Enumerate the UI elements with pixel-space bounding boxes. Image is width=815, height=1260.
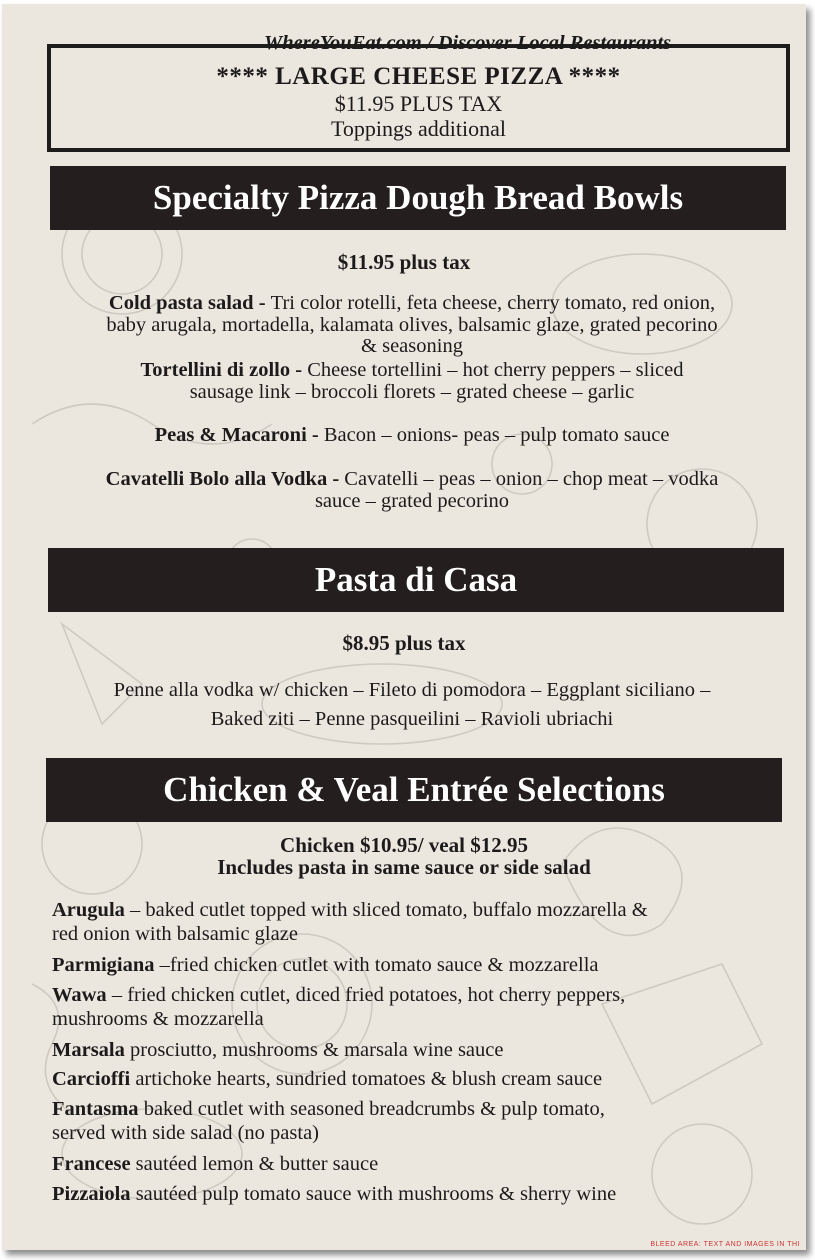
bread-bowls-banner — [50, 166, 786, 230]
entrees-banner — [46, 758, 782, 822]
bleed-area-note: BLEED AREA: TEXT AND IMAGES IN THI — [650, 1241, 800, 1248]
watermark-text: WhereYouEat.com / Discover Local Restaurants — [264, 32, 672, 54]
entree-wawa: Wawa – fried chicken cutlet, diced fried potatoes, hot cherry peppers, mushrooms & mozzarella — [52, 984, 626, 1030]
entrees-price-line-2: Includes pasta in same sauce or side salad — [217, 855, 591, 879]
pasta-line-1: Penne alla vodka w/ chicken – Fileto di pomodora – Eggplant siciliano – — [113, 679, 711, 701]
menu-item-tortellini-di-zollo: Tortellini di zollo - Cheese tortellini – hot cherry peppers – sliced sausage link – broccoli florets – grated cheese – garlic — [140, 359, 684, 403]
entree-parmigiana: Parmigiana –fried chicken cutlet with tomato sauce & mozzarella — [52, 954, 599, 976]
entrees-heading: Chicken & Veal Entrée Selections — [163, 770, 665, 809]
entree-arugula: Arugula – baked cutlet topped with sliced tomato, buffalo mozzarella & red onion with balsamic glaze — [52, 899, 648, 945]
menu-item-cold-pasta-salad: Cold pasta salad - Tri color rotelli, feta cheese, cherry tomato, red onion, baby arugala, mortadella, kalamata olives, balsamic glaze, grated pecorino & seasoning — [106, 292, 718, 357]
menu-item-cavatelli-bolo-alla-vodka: Cavatelli Bolo alla Vodka - Cavatelli – peas – onion – chop meat – vodka sauce – grated pecorino — [105, 468, 719, 512]
entree-francese: Francese sautéed lemon & butter sauce — [52, 1153, 379, 1175]
entree-carcioffi: Carcioffi artichoke hearts, sundried tomatoes & blush cream sauce — [52, 1068, 603, 1090]
bread-bowls-price: $11.95 plus tax — [337, 250, 471, 274]
menu-item-peas-macaroni: Peas & Macaroni - Bacon – onions- peas – pulp tomato sauce — [154, 424, 670, 446]
entree-marsala: Marsala prosciutto, mushrooms & marsala wine sauce — [52, 1039, 504, 1061]
menu-page — [2, 4, 806, 1250]
pizza-title: **** LARGE CHEESE PIZZA **** — [216, 63, 621, 90]
pasta-list — [22, 676, 802, 734]
entrees-price-line-1: Chicken $10.95/ veal $12.95 — [280, 833, 528, 857]
large-cheese-pizza-box — [47, 44, 790, 152]
pasta-heading: Pasta di Casa — [314, 560, 518, 599]
pizza-price: $11.95 PLUS TAX — [334, 91, 503, 116]
entree-fantasma: Fantasma baked cutlet with seasoned breadcrumbs & pulp tomato, served with side salad (no pasta) — [52, 1098, 605, 1144]
pasta-banner — [48, 548, 784, 612]
pasta-price: $8.95 plus tax — [342, 631, 466, 655]
pasta-line-2: Baked ziti – Penne pasqueilini – Ravioli ubriachi — [210, 708, 614, 730]
bread-bowls-heading: Specialty Pizza Dough Bread Bowls — [152, 178, 684, 217]
pizza-note: Toppings additional — [330, 116, 507, 141]
entree-pizzaiola: Pizzaiola sautéed pulp tomato sauce with mushrooms & sherry wine — [52, 1183, 617, 1205]
